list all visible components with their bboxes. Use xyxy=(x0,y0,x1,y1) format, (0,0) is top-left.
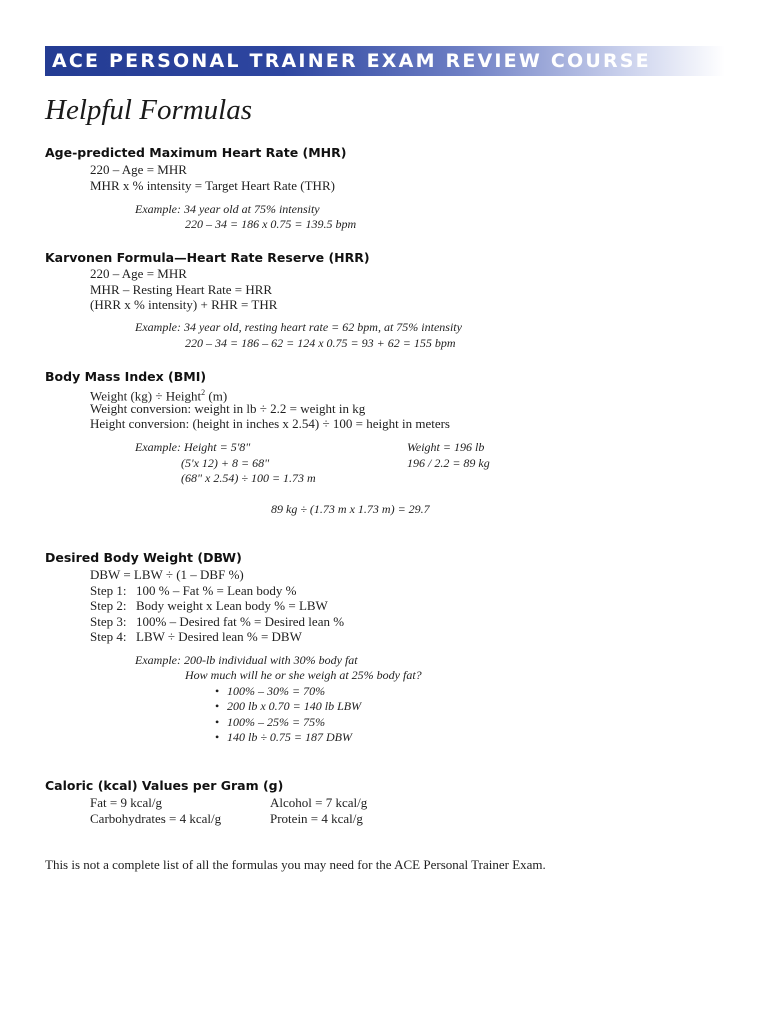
karvonen-line: (HRR x % intensity) + RHR = THR xyxy=(90,297,278,312)
dbw-bullet: • 100% – 30% = 70% xyxy=(227,684,325,700)
dbw-example-question: How much will he or she weigh at 25% body fat? xyxy=(185,668,422,682)
bmi-weight-conversion: Weight conversion: weight in lb ÷ 2.2 = weight in kg xyxy=(90,401,366,416)
dbw-step: Step 3: 100% – Desired fat % = Desired lean % xyxy=(90,614,345,629)
bmi-example-kg: 196 / 2.2 = 89 kg xyxy=(407,456,490,470)
banner-title: ACE PERSONAL TRAINER EXAM REVIEW COURSE xyxy=(52,50,651,72)
dbw-formula: DBW = LBW ÷ (1 – DBF %) xyxy=(90,567,244,582)
dbw-bullet: • 200 lb x 0.70 = 140 lb LBW xyxy=(227,699,361,715)
bmi-example-inches: (5'x 12) + 8 = 68" xyxy=(181,456,270,470)
mhr-example: Example: 34 year old at 75% intensity xyxy=(135,202,320,216)
bmi-height-conversion: Height conversion: (height in inches x 2.54) ÷ 100 = height in meters xyxy=(90,416,450,431)
bmi-formula: Weight (kg) ÷ Height$^2$ (m) xyxy=(90,388,228,404)
mhr-line: 220 – Age = MHR xyxy=(90,162,187,177)
dbw-bullet: • 140 lb ÷ 0.75 = 187 DBW xyxy=(227,730,352,746)
dbw-heading: Desired Body Weight (DBW) xyxy=(45,550,242,565)
bmi-example-meters: (68" x 2.54) ÷ 100 = 1.73 m xyxy=(181,471,316,485)
dbw-step: Step 4: LBW ÷ Desired lean % = DBW xyxy=(90,629,302,644)
page-title: Helpful Formulas xyxy=(45,94,253,126)
karvonen-line: MHR – Resting Heart Rate = HRR xyxy=(90,282,273,297)
footer-note: This is not a complete list of all the formulas you may need for the ACE Personal Trainer Exam. xyxy=(45,857,546,872)
karvonen-heading: Karvonen Formula—Heart Rate Reserve (HRR) xyxy=(45,250,370,265)
bmi-heading: Body Mass Index (BMI) xyxy=(45,369,207,384)
mhr-line: MHR x % intensity = Target Heart Rate (THR) xyxy=(90,178,335,193)
karvonen-example-calc: 220 – 34 = 186 – 62 = 124 x 0.75 = 93 + 62 = 155 bpm xyxy=(185,336,456,350)
karvonen-example: Example: 34 year old, resting heart rate = 62 bpm, at 75% intensity xyxy=(135,320,462,334)
dbw-bullet: • 100% – 25% = 75% xyxy=(227,715,325,731)
caloric-heading: Caloric (kcal) Values per Gram (g) xyxy=(45,778,284,793)
mhr-example-calc: 220 – 34 = 186 x 0.75 = 139.5 bpm xyxy=(185,217,357,231)
caloric-carbohydrates: Carbohydrates = 4 kcal/g xyxy=(90,811,222,826)
mhr-heading: Age-predicted Maximum Heart Rate (MHR) xyxy=(45,145,347,160)
dbw-step: Step 2: Body weight x Lean body % = LBW xyxy=(90,598,328,613)
bmi-example-height: Example: Height = 5'8" xyxy=(135,440,251,454)
bmi-example-weight: Weight = 196 lb xyxy=(407,440,485,454)
dbw-example: Example: 200-lb individual with 30% body fat xyxy=(135,653,358,667)
karvonen-line: 220 – Age = MHR xyxy=(90,266,187,281)
dbw-step: Step 1: 100 % – Fat % = Lean body % xyxy=(90,583,297,598)
caloric-alcohol: Alcohol = 7 kcal/g xyxy=(270,795,368,810)
caloric-fat: Fat = 9 kcal/g xyxy=(90,795,162,810)
bmi-result: 89 kg ÷ (1.73 m x 1.73 m) = 29.7 xyxy=(271,502,430,516)
caloric-protein: Protein = 4 kcal/g xyxy=(270,811,363,826)
header-banner xyxy=(45,46,725,76)
